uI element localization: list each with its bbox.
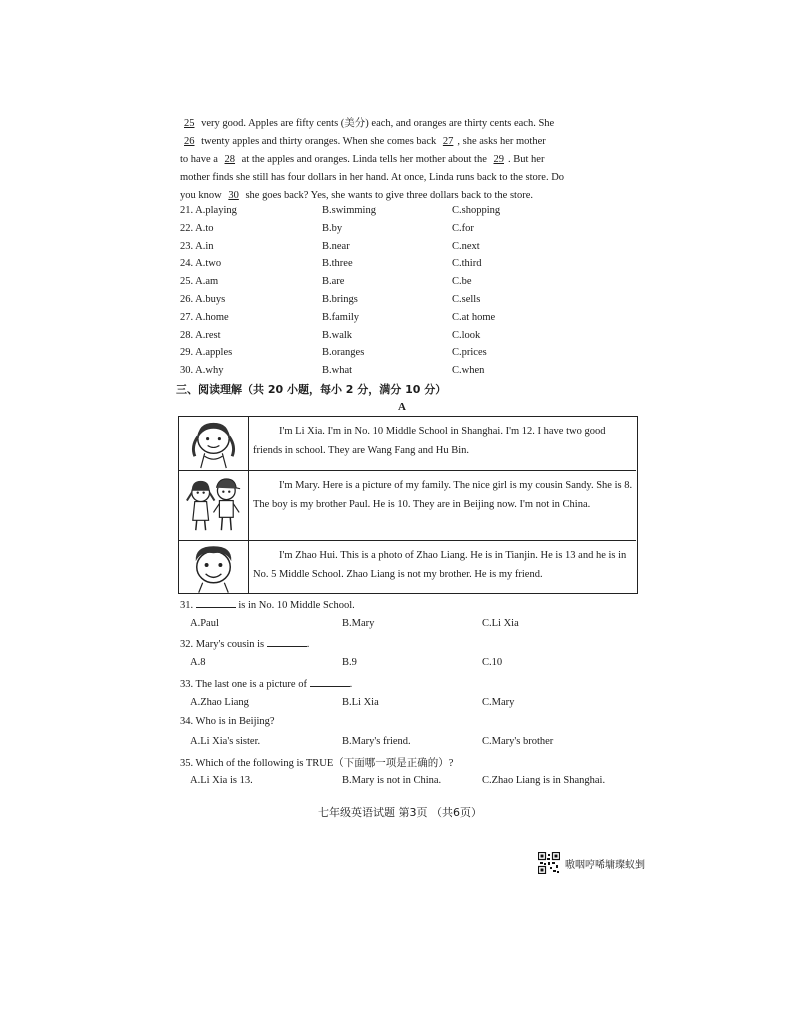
answer-option-c: C.Mary: [482, 697, 515, 708]
passage-text: to have a: [180, 154, 221, 165]
answer-option-b: B.Li Xia: [342, 697, 379, 708]
option-row: [180, 347, 640, 365]
option-row: [180, 312, 640, 330]
passage-line: [180, 115, 630, 133]
reading-text: I'm Zhao Hui. This is a photo of Zhao Liang. He is in Tianjin. He is 13 and he is in No. 5 Middle School. Zhao Liang is not my brother. He is my friend.: [253, 550, 627, 580]
option-c: C.next: [452, 240, 480, 252]
reading-table: [178, 416, 638, 594]
question-text: 34. Who is in Beijing?: [180, 716, 275, 727]
option-b: B.are: [322, 276, 345, 288]
family-children-icon: [179, 471, 249, 540]
option-row: [180, 241, 640, 259]
passage-text: . But her: [508, 154, 545, 165]
option-c: C.shopping: [452, 205, 501, 216]
passage-text: you know: [180, 190, 225, 201]
option-row: [180, 276, 640, 294]
answer-options: [180, 618, 640, 634]
question-text: 31.: [180, 600, 196, 611]
cloze-options: [180, 205, 640, 383]
answer-options: [180, 657, 640, 673]
option-a: 21. A.playing: [180, 205, 237, 216]
option-row: [180, 330, 640, 348]
answer-option-b: B.Mary's friend.: [342, 736, 411, 747]
passage-text: very good. Apples are fifty cents (美分) each, and oranges are thirty cents each. She: [198, 118, 555, 129]
reading-row: [179, 541, 636, 593]
answer-option-c: C.Zhao Liang is in Shanghai.: [482, 775, 606, 786]
option-c: C.third: [452, 258, 482, 270]
cloze-blank: 27: [442, 136, 454, 147]
option-b: B.walk: [322, 329, 353, 341]
question-text: .: [306, 639, 310, 650]
qr-caption: 嗷咽哼唏墉璨蚁剉: [565, 860, 645, 871]
option-c: C.at home: [452, 311, 496, 323]
option-a: 25. A.am: [180, 276, 219, 288]
reading-text: I'm Li Xia. I'm in No. 10 Middle School in Shanghai. I'm 12. I have two good friends in school. They are Wang Fang and Hu Bin.: [253, 426, 606, 456]
cloze-blank: 26: [184, 136, 195, 147]
cloze-passage: [180, 115, 630, 205]
passage-line: [180, 133, 630, 151]
answer-option-c: C.10: [482, 657, 503, 668]
answer-option-a: A.Li Xia's sister.: [190, 736, 261, 747]
reading-row: [179, 471, 636, 541]
question-text: 33. The last one is a picture of: [180, 679, 310, 690]
answer-options: [180, 697, 640, 713]
passage-text: , she asks her mother: [457, 136, 546, 147]
question-text: 35. Which of the following is TRUE（下面哪一项是正确的）?: [180, 758, 454, 769]
option-row: [180, 223, 640, 241]
option-a: 29. A.apples: [180, 347, 233, 359]
question-text: .: [349, 679, 353, 690]
answer-option-a: A.8: [190, 657, 206, 668]
passage-text: mother finds she still has four dollars in her hand. At once, Linda runs back to the store. Do: [180, 172, 565, 183]
part-label: A: [398, 401, 406, 413]
answer-option-c: C.Li Xia: [482, 618, 519, 629]
question-stem: [180, 716, 275, 727]
option-c: C.look: [452, 329, 481, 341]
option-b: B.by: [322, 222, 343, 234]
option-b: B.what: [322, 365, 353, 377]
reading-row: [179, 417, 636, 471]
option-b: B.three: [322, 258, 353, 270]
answer-option-a: A.Li Xia is 13.: [190, 775, 253, 786]
question-stem: [180, 755, 453, 770]
question-stem: [180, 677, 352, 690]
option-row: [180, 258, 640, 276]
cloze-blank: 28: [224, 154, 236, 165]
option-a: 22. A.to: [180, 222, 214, 234]
passage-line: [180, 151, 630, 169]
cloze-blank: 29: [493, 154, 504, 165]
question-text: 32. Mary's cousin is: [180, 639, 267, 650]
answer-options: [180, 736, 640, 752]
answer-blank: [310, 677, 350, 687]
option-c: C.be: [452, 276, 472, 288]
answer-blank: [196, 598, 236, 608]
girl-portrait-icon: [179, 417, 249, 470]
option-b: B.near: [322, 240, 350, 252]
option-row: [180, 205, 640, 223]
question-stem: [180, 637, 309, 650]
answer-options: [180, 775, 640, 791]
passage-line: [180, 187, 630, 205]
option-a: 28. A.rest: [180, 329, 221, 341]
cloze-blank: 25: [184, 118, 195, 129]
section-title: 三、阅读理解（共 20 小题，每小 2 分，满分 10 分）: [176, 383, 447, 396]
option-c: C.prices: [452, 347, 487, 359]
option-a: 26. A.buys: [180, 293, 226, 305]
option-a: 24. A.two: [180, 258, 222, 270]
reading-text: I'm Mary. Here is a picture of my family. The nice girl is my cousin Sandy. She is 8. The boy is my brother Paul. He is 10. They are in Beijing now. I'm not in China.: [253, 480, 633, 510]
passage-text: she goes back? Yes, she wants to give three dollars back to the store.: [242, 190, 533, 201]
option-row: [180, 294, 640, 312]
question-stem: [180, 598, 355, 611]
passage-text: twenty apples and thirty oranges. When she comes back: [198, 136, 439, 147]
qr-code-icon: [538, 852, 560, 874]
option-a: 27. A.home: [180, 311, 229, 323]
answer-option-a: A.Zhao Liang: [190, 697, 249, 708]
boy-portrait-icon: [179, 541, 249, 593]
option-a: 30. A.why: [180, 365, 224, 377]
option-b: B.brings: [322, 293, 358, 305]
option-c: C.sells: [452, 293, 481, 305]
page-footer: 七年级英语试题 第3页 （共6页）: [318, 806, 482, 819]
answer-option-b: B.Mary: [342, 618, 375, 629]
answer-blank: [267, 637, 307, 647]
passage-text: at the apples and oranges. Linda tells her mother about the: [239, 154, 490, 165]
option-c: C.for: [452, 222, 474, 234]
option-c: C.when: [452, 365, 485, 377]
answer-option-b: B.9: [342, 657, 357, 668]
option-b: B.family: [322, 311, 360, 323]
option-b: B.oranges: [322, 347, 365, 359]
option-a: 23. A.in: [180, 240, 214, 252]
passage-line: [180, 169, 630, 187]
question-text: is in No. 10 Middle School.: [235, 600, 355, 611]
option-b: B.swimming: [322, 205, 376, 216]
cloze-blank: 30: [228, 190, 239, 201]
answer-option-a: A.Paul: [190, 618, 219, 629]
answer-option-b: B.Mary is not in China.: [342, 775, 442, 786]
answer-option-c: C.Mary's brother: [482, 736, 554, 747]
